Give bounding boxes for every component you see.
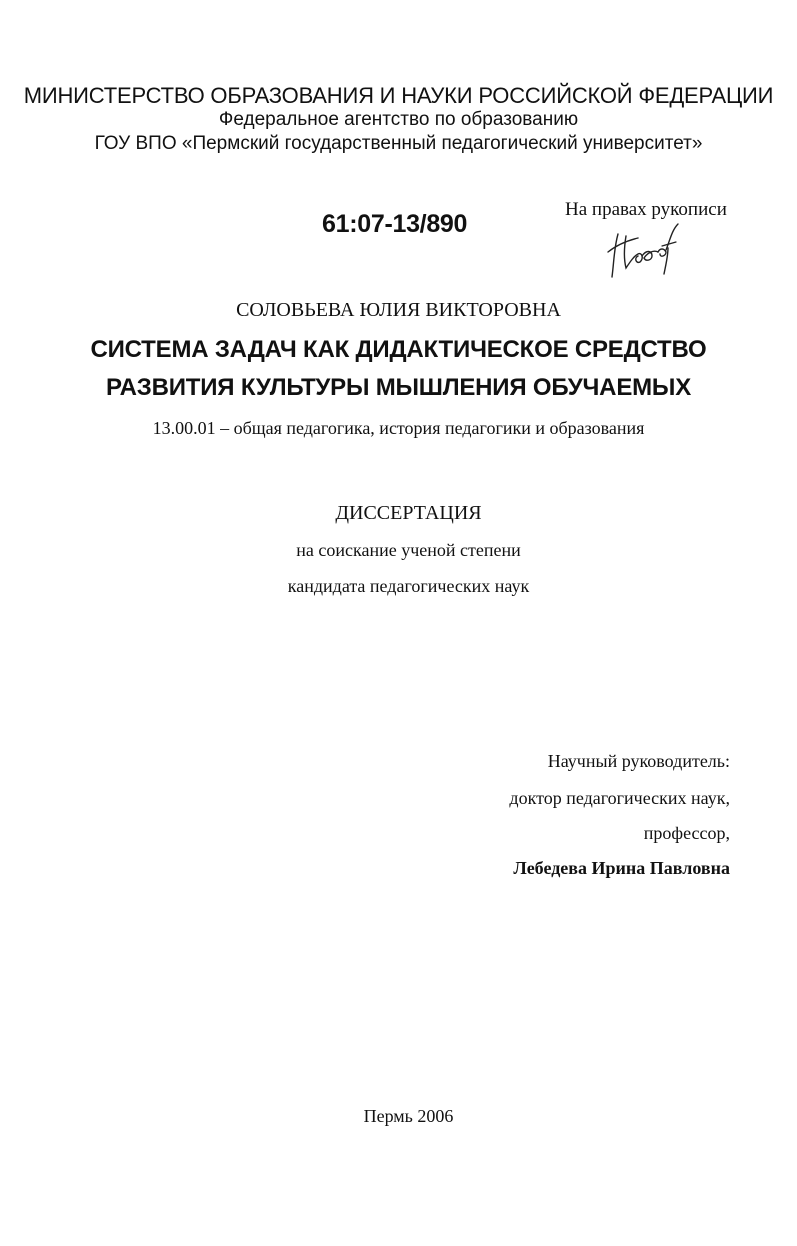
dissertation-title-line-1: СИСТЕМА ЗАДАЧ КАК ДИДАКТИЧЕСКОЕ СРЕДСТВО — [90, 336, 707, 363]
document-type: ДИССЕРТАЦИЯ — [335, 502, 482, 524]
degree-line-2: кандидата педагогических наук — [287, 576, 530, 596]
supervisor-label: Научный руководитель: — [547, 751, 730, 771]
city-year: Пермь 2006 — [363, 1106, 454, 1126]
dissertation-title-line-2: РАЗВИТИЯ КУЛЬТУРЫ МЫШЛЕНИЯ ОБУЧАЕМЫХ — [105, 374, 692, 401]
agency-name: Федеральное агентство по образованию — [218, 109, 579, 130]
university-name: ГОУ ВПО «Пермский государственный педагогический университет» — [94, 133, 703, 154]
supervisor-name: Лебедева Ирина Павловна — [513, 858, 730, 878]
manuscript-note: На правах рукописи — [565, 199, 727, 220]
supervisor-title: профессор, — [643, 823, 730, 843]
ministry-name: МИНИСТЕРСТВО ОБРАЗОВАНИЯ И НАУКИ РОССИЙСКОЙ ФЕДЕРАЦИИ — [23, 83, 774, 108]
supervisor-degree: доктор педагогических наук, — [509, 788, 730, 808]
handwritten-signature — [604, 222, 682, 280]
catalog-code: 61:07-13/890 — [322, 210, 468, 238]
author-name: СОЛОВЬЕВА ЮЛИЯ ВИКТОРОВНА — [236, 299, 561, 321]
degree-line-1: на соискание ученой степени — [296, 540, 521, 560]
specialty-code: 13.00.01 – общая педагогика, история педагогики и образования — [152, 418, 645, 438]
